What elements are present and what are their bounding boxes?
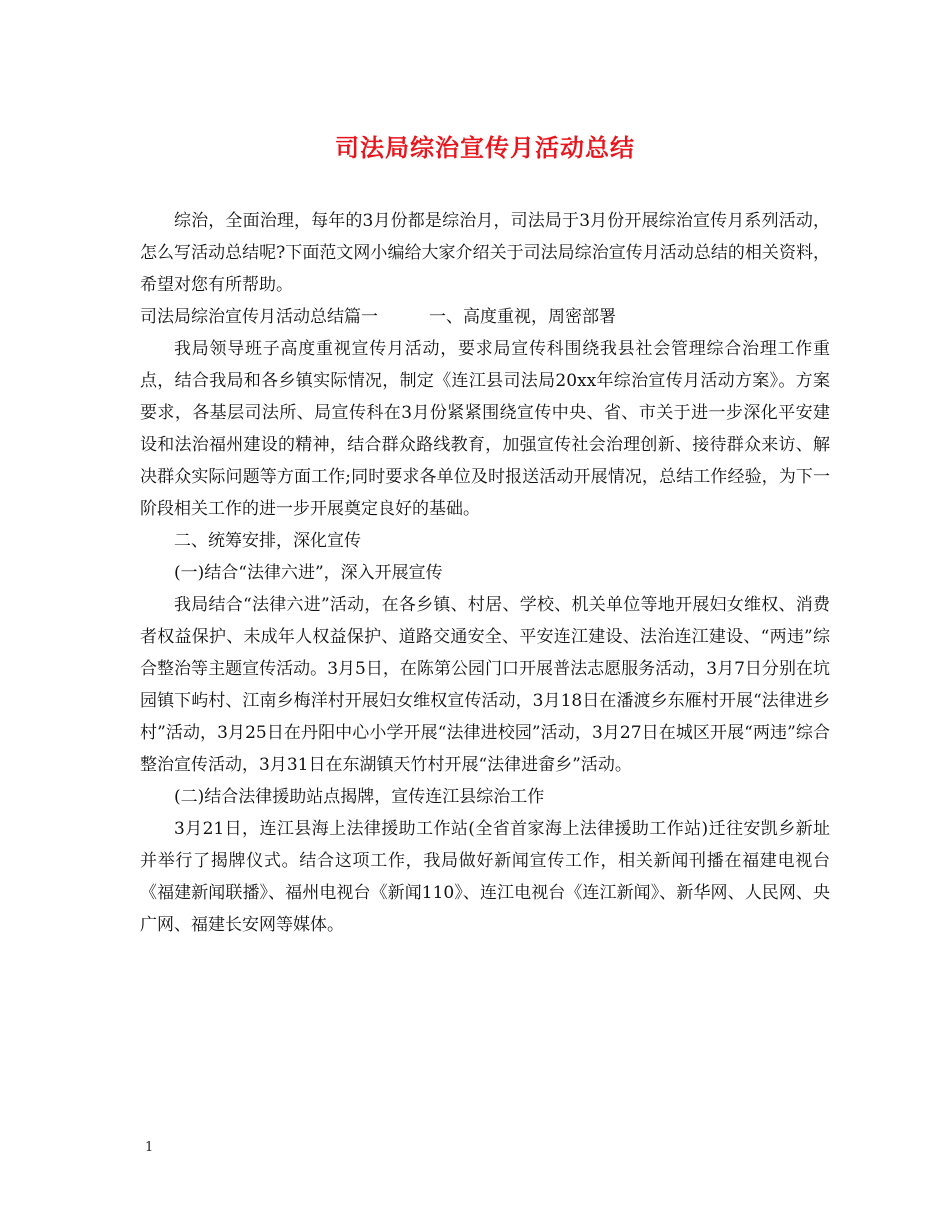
body-paragraph: 我局结合“法律六进”活动，在各乡镇、村居、学校、机关单位等地开展妇女维权、消费者权益保护、未成年人权益保护、道路交通安全、平安连江建设、法治连江建设、“两违”综合整治等主题宣传活动。3月5日，在陈第公园门口开展普法志愿服务活动，3月7日分别在坑园镇下屿村、江南乡梅洋村开展妇女维权宣传活动，3月18日在潘渡乡东雁村开展“法律进乡村”活动，3月25日在丹阳中心小学开展“法律进校园”活动，3月27日在城区开展“两违”综合整治宣传活动，3月31日在东湖镇天竹村开展“法律进畲乡”活动。 (140, 595, 830, 775)
section-heading: 二、统筹安排，深化宣传 (174, 531, 361, 551)
subsection-heading: (二)结合法律援助站点揭牌，宣传连江县综治工作 (174, 787, 545, 807)
body-paragraph: 3月21日，连江县海上法律援助工作站(全省首家海上法律援助工作站)迁往安凯乡新址并举行了揭牌仪式。结合这项工作，我局做好新闻宣传工作，相关新闻刊播在福建电视台《福建新闻联播》、福州电视台《新闻110》、连江电视台《连江新闻》、新华网、人民网、央广网、福建长安网等媒体。 (140, 819, 830, 935)
document-body (140, 205, 830, 941)
intro-paragraph: 综治，全面治理，每年的3月份都是综治月，司法局于3月份开展综治宣传月系列活动，怎么写活动总结呢?下面范文网小编给大家介绍关于司法局综治宣传月活动总结的相关资料，希望对您有所帮助。 (140, 211, 830, 295)
subsection-heading: (一)结合“法律六进”，深入开展宣传 (174, 563, 443, 583)
section-heading-line: 司法局综治宣传月活动总结篇一 一、高度重视，周密部署 (140, 307, 616, 327)
body-paragraph: 我局领导班子高度重视宣传月活动，要求局宣传科围绕我县社会管理综合治理工作重点，结合我局和各乡镇实际情况，制定《连江县司法局20xx年综治宣传月活动方案》。方案要求，各基层司法所、局宣传科在3月份紧紧围绕宣传中央、省、市关于进一步深化平安建设和法治福州建设的精神，结合群众路线教育，加强宣传社会治理创新、接待群众来访、解决群众实际问题等方面工作;同时要求各单位及时报送活动开展情况，总结工作经验，为下一阶段相关工作的进一步开展奠定良好的基础。 (140, 339, 830, 519)
document-title: 司法局综治宣传月活动总结 (335, 134, 635, 162)
document-page (140, 0, 830, 1230)
page-number: 1 (145, 1140, 154, 1155)
